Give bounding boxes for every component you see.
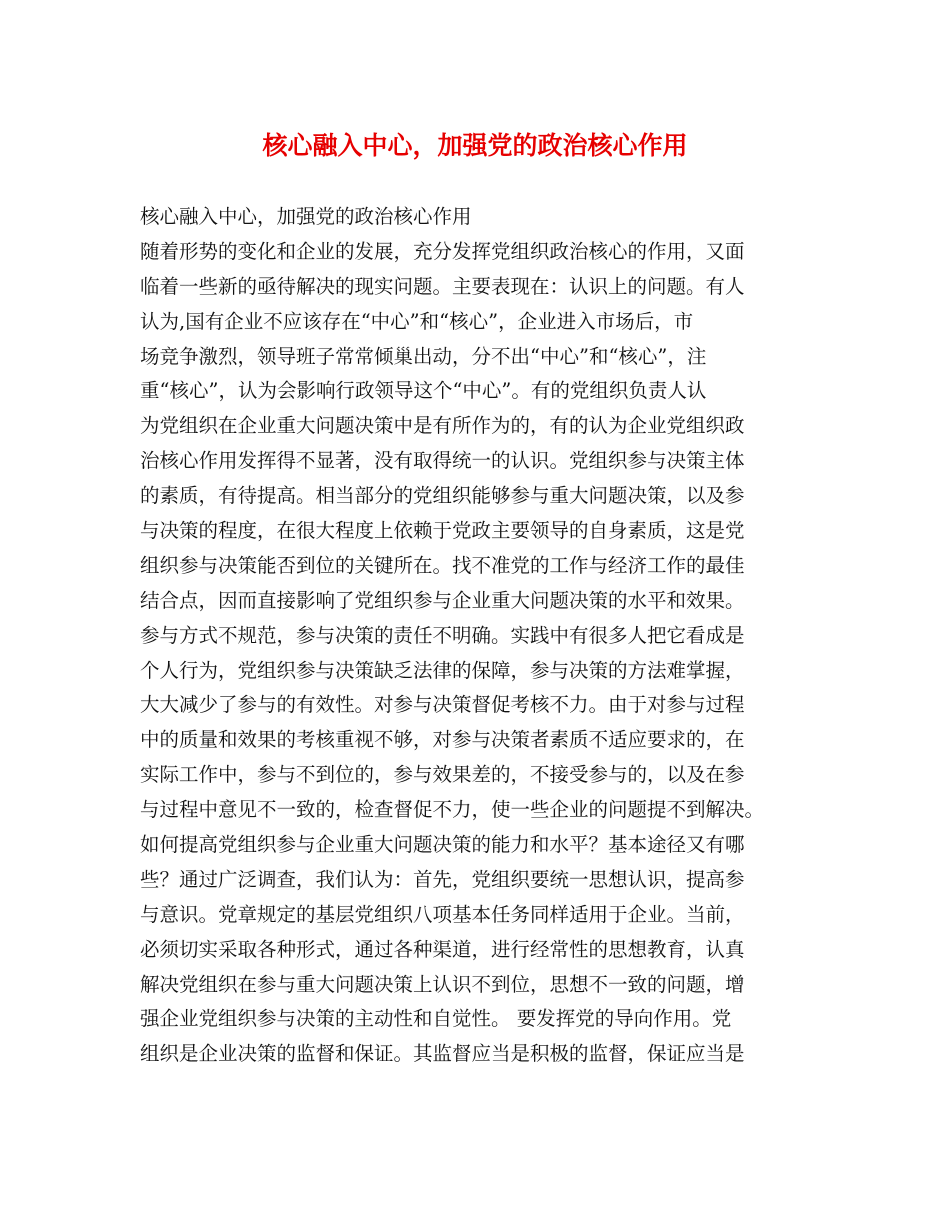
text-line: 认为,国有企业不应该存在“中心”和“核心”，企业进入市场后，市 (140, 309, 694, 333)
text-line: 强企业党组织参与决策的主动性和自觉性。 要发挥党的导向作用。党 (140, 1007, 732, 1031)
text-line: 重“核心”，认为会影响行政领导这个“中心”。有的党组织负责人认 (140, 379, 707, 403)
document-title: 核心融入中心，加强党的政治核心作用 (262, 131, 688, 160)
text-line: 与过程中意见不一致的，检查督促不力，使一些企业的问题提不到解决。 (140, 798, 765, 822)
text-line: 组织参与决策能否到位的关键所在。找不准党的工作与经济工作的最佳 (140, 553, 745, 577)
document-body (140, 200, 820, 1072)
text-line: 的素质，有待提高。相当部分的党组织能够参与重大问题决策，以及参 (140, 484, 745, 508)
text-line: 如何提高党组织参与企业重大问题决策的能力和水平？基本途径又有哪 (140, 833, 745, 857)
text-line: 大大减少了参与的有效性。对参与决策督促考核不力。由于对参与过程 (140, 693, 745, 717)
text-line: 核心融入中心，加强党的政治核心作用 (140, 205, 472, 228)
text-line: 与意识。党章规定的基层党组织八项基本任务同样适用于企业。当前， (140, 902, 745, 926)
text-line: 些？通过广泛调查，我们认为：首先，党组织要统一思想认识，提高参 (140, 867, 745, 891)
text-line: 实际工作中，参与不到位的，参与效果差的，不接受参与的，以及在参 (140, 763, 745, 787)
text-line: 场竞争激烈，领导班子常常倾巢出动，分不出“中心”和“核心”，注 (140, 344, 707, 368)
text-line: 个人行为，党组织参与决策缺乏法律的保障，参与决策的方法难掌握， (140, 658, 745, 682)
text-line: 组织是企业决策的监督和保证。其监督应当是积极的监督，保证应当是 (140, 1042, 745, 1066)
text-line: 与决策的程度，在很大程度上依赖于党政主要领导的自身素质，这是党 (140, 519, 745, 543)
text-line: 治核心作用发挥得不显著，没有取得统一的认识。党组织参与决策主体 (140, 449, 745, 473)
text-line: 参与方式不规范，参与决策的责任不明确。实践中有很多人把它看成是 (140, 623, 745, 647)
text-line: 结合点，因而直接影响了党组织参与企业重大问题决策的水平和效果。 (140, 588, 745, 612)
text-line: 解决党组织在参与重大问题决策上认识不到位，思想不一致的问题，增 (140, 972, 745, 996)
text-line: 临着一些新的亟待解决的现实问题。主要表现在：认识上的问题。有人 (140, 274, 745, 298)
text-line: 中的质量和效果的考核重视不够，对参与决策者素质不适应要求的，在 (140, 728, 745, 752)
text-line: 为党组织在企业重大问题决策中是有所作为的，有的认为企业党组织政 (140, 414, 745, 438)
text-line: 必须切实采取各种形式，通过各种渠道，进行经常性的思想教育，认真 (140, 937, 745, 961)
text-line: 随着形势的变化和企业的发展，充分发挥党组织政治核心的作用，又面 (140, 239, 745, 263)
